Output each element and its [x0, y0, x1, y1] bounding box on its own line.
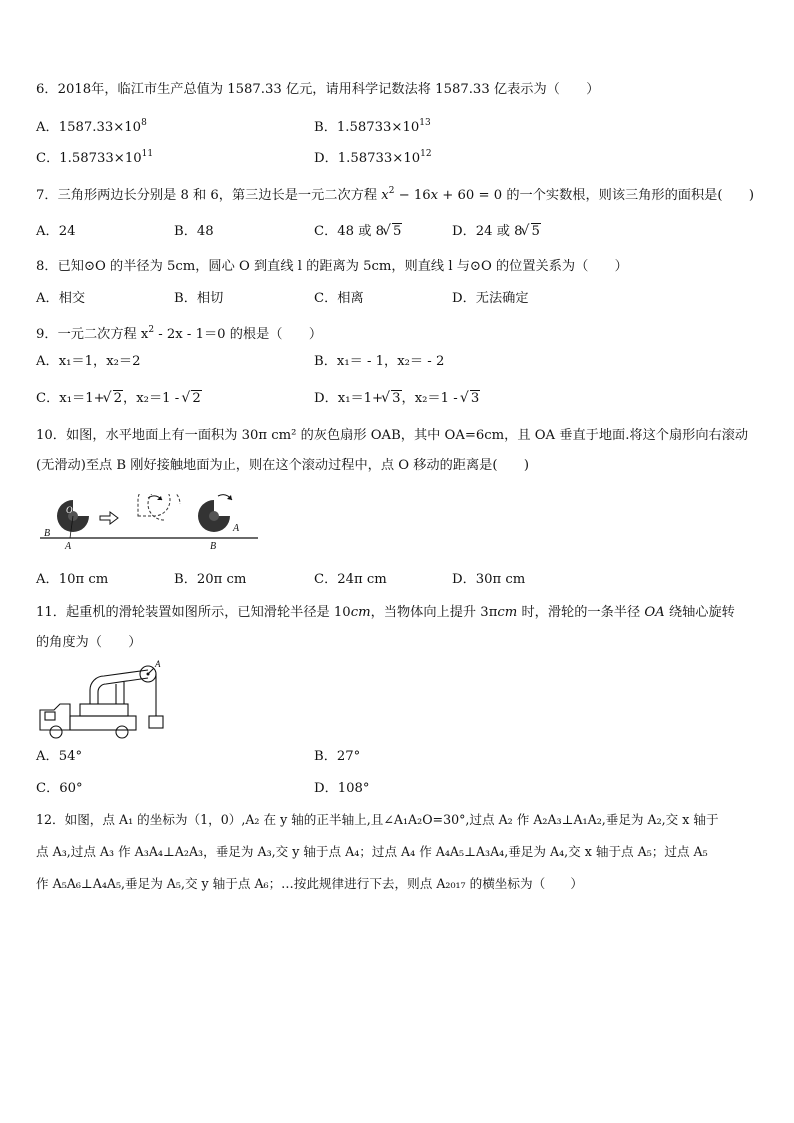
q6-option-d: D．$1.58733\times 10^{12}$ [314, 149, 432, 166]
q8-option-a: A．相交 [36, 291, 86, 306]
q10-option-c: C．24π cm [314, 572, 387, 587]
q11-option-c: C．60° [36, 781, 83, 796]
label-a-start: A [65, 541, 72, 552]
q6-option-b: B．$1.58733\times 10^{13}$ [314, 118, 431, 135]
q8-option-b: B．相切 [174, 291, 224, 306]
label-a: A [155, 660, 161, 669]
sqrt-symbol: √ 5 [524, 223, 541, 241]
q9-option-d: D．x₁＝1+√ 3，x₂＝1 - √ 3 [314, 390, 480, 408]
sqrt-symbol: √ 5 [385, 223, 402, 241]
q11-crane-figure [36, 660, 170, 740]
q8-option-c: C．相离 [314, 291, 364, 306]
q7-option-b: B．48 [174, 224, 214, 239]
crane-arm-inner [98, 678, 148, 704]
q8-option-d: D．无法确定 [452, 291, 529, 306]
q12-stem-line2: 点 A₃,过点 A₃ 作 A₃A₄⊥A₂A₃，垂足为 A₃,交 y 轴于点 A₄；过点 A₄ 作 A₄A₅⊥A₃A₄,垂足为 A₄,交 x 轴于点 A₅；过点 A₅ [36, 844, 708, 859]
label-b-end: B [210, 541, 217, 552]
q10-stem-line2: (无滑动)至点 B 刚好接触地面为止，则在这个滚动过程中，点 O 移动的距离是( ) [36, 458, 530, 473]
q10-rolling-sector-figure [38, 494, 260, 556]
q9-option-a: A．x₁＝1，x₂＝2 [36, 354, 141, 369]
q11-stem-line1: 11．起重机的滑轮装置如图所示，已知滑轮半径是 10cm，当物体向上提升 3πcm 时，滑轮的一条半径 OA 绕轴心旋转 [36, 605, 735, 620]
q12-stem-line1: 12．如图，点 A₁ 的坐标为（1，0）,A₂ 在 y 轴的正半轴上,且∠A₁A₂O=30°,过点 A₂ 作 A₂A₃⊥A₁A₂,垂足为 A₂,交 x 轴于 [36, 812, 719, 827]
q6-stem: 6．2018年，临江市生产总值为 1587.33 亿元，请用科学记数法将 1587.33 亿表示为（ ） [36, 82, 600, 97]
q11-stem-line2: 的角度为（ ） [36, 635, 142, 650]
crane-window [45, 712, 55, 720]
q9-option-c: C．x₁＝1+√ 2，x₂＝1 - √ 2 [36, 390, 202, 408]
sqrt-symbol: √ 3 [384, 390, 401, 408]
q7-option-a: A．24 [36, 224, 76, 239]
crane-rear-wheel [116, 726, 128, 738]
pulley-axle [147, 673, 150, 676]
label-a-end: A [233, 523, 240, 534]
q6-option-a: A．$1587.33\times 10^8$ [36, 118, 147, 135]
q10-option-b: B．20π cm [174, 572, 247, 587]
q10-option-d: D．30π cm [452, 572, 526, 587]
q9-option-b: B．x₁＝ - 1，x₂＝ - 2 [314, 354, 445, 369]
q6-option-c: C．$1.58733\times 10^{11}$ [36, 149, 154, 166]
q7-option-c: C．48 或 8√ 5 [314, 223, 402, 241]
sector-end-center-dot [209, 511, 219, 521]
q11-option-d: D．108° [314, 781, 370, 796]
label-b-start: B [44, 528, 51, 539]
sector-rolling-2 [148, 494, 180, 520]
crane-base [80, 704, 128, 716]
arrow-right-icon [100, 512, 118, 524]
sqrt-symbol: √ 2 [184, 390, 201, 408]
q7-stem: 7．三角形两边长分别是 8 和 6，第三边长是一元二次方程 $x^2 - 16x + 60 = 0$ 的一个实数根，则该三角形的面积是( ) [36, 186, 754, 203]
q10-stem-line1: 10．如图，水平地面上有一面积为 30π cm² 的灰色扇形 OAB，其中 OA=6cm，且 OA 垂直于地面.将这个扇形向右滚动 [36, 428, 749, 443]
crane-front-wheel [50, 726, 62, 738]
q9-stem: 9．一元二次方程 $x^2 - 2x - 1=0$ 的根是（ ） [36, 325, 323, 342]
q11-option-a: A．54° [36, 749, 83, 764]
q8-stem: 8．已知⊙O 的半径为 5cm，圆心 O 到直线 l 的距离为 5cm，则直线 l 与⊙O 的位置关系为（ ） [36, 259, 628, 274]
crane-arm-outer [90, 670, 148, 704]
sqrt-symbol: √ 2 [106, 390, 123, 408]
sqrt-symbol: √ 3 [463, 390, 480, 408]
sector-rolling-1 [138, 494, 170, 516]
hoisted-block [149, 716, 163, 728]
q10-option-a: A．10π cm [36, 572, 109, 587]
q12-stem-line3: 作 A₅A₆⊥A₄A₅,垂足为 A₅,交 y 轴于点 A₆；…按此规律进行下去，则点 A₂₀₁₇ 的横坐标为（ ） [36, 876, 583, 891]
q11-option-b: B．27° [314, 749, 361, 764]
label-o: O [66, 505, 73, 515]
q7-option-d: D．24 或 8√ 5 [452, 223, 541, 241]
